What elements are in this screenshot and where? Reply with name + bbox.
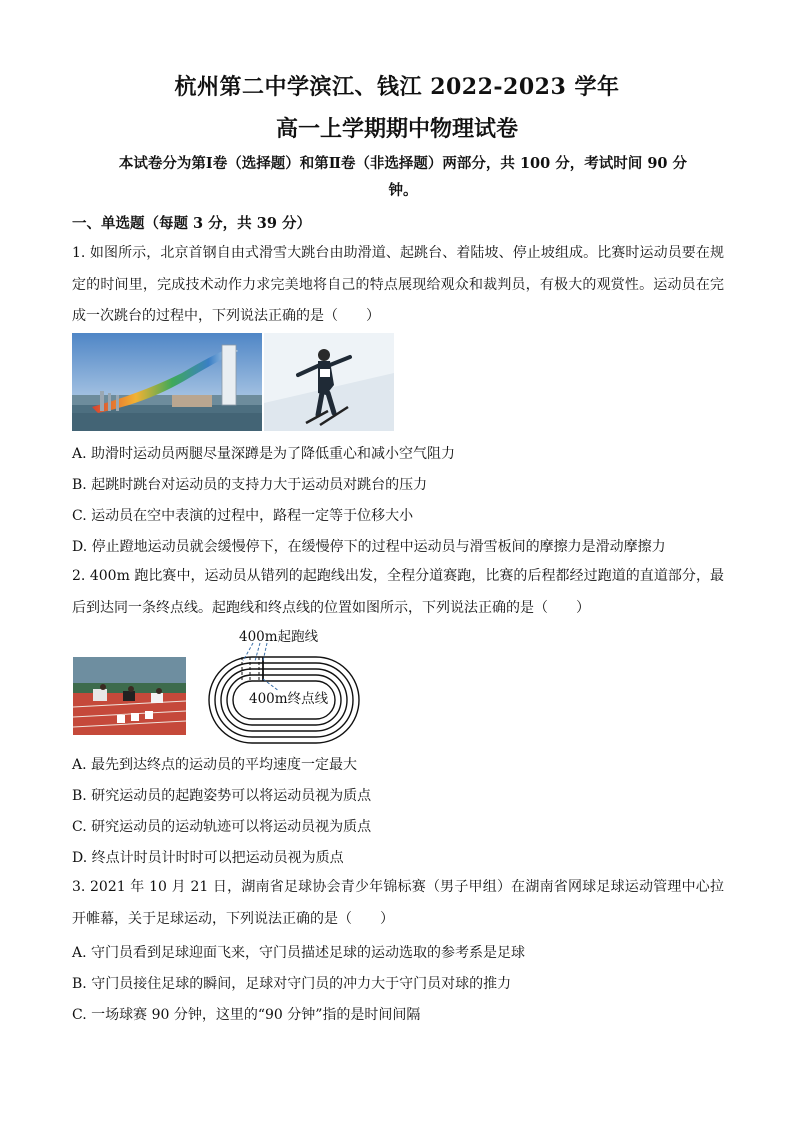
question-3-option-b: B. 守门员接住足球的瞬间，足球对守门员的冲力大于守门员对球的推力 <box>72 976 512 992</box>
question-1-option-d: D. 停止蹬地运动员就会缓慢停下，在缓慢停下的过程中运动员与滑雪板间的摩擦力是滑动摩擦力 <box>72 539 666 555</box>
question-2-option-b: B. 研究运动员的起跑姿势可以将运动员视为质点 <box>72 788 372 804</box>
start-line-label: 400m起跑线 <box>239 629 319 645</box>
question-2-option-d: D. 终点计时员计时时可以把运动员视为质点 <box>72 850 344 866</box>
question-2-option-c: C. 研究运动员的运动轨迹可以将运动员视为质点 <box>72 819 372 835</box>
question-1-option-b: B. 起跳时跳台对运动员的支持力大于运动员对跳台的压力 <box>72 477 428 493</box>
exam-title: 杭州第二中学滨江、钱江 2022-2023 学年 <box>174 74 620 100</box>
question-1-stem: 1. 如图所示，北京首钢自由式滑雪大跳台由助滑道、起跳台、着陆坡、停止坡组成。比赛时运动员要在规定的时间里，完成技术动作力求完美地将自己的特点展现给观众和裁判员，有极大的观赏性。运动员在完成一次跳台的过程中，下列说法正确的是（ ） <box>72 245 724 324</box>
question-2-stem: 2. 400m 跑比赛中，运动员从错列的起跑线出发，全程分道赛跑，比赛的后程都经过跑道的直道部分，最后到达同一条终点线。起跑线和终点线的位置如图所示，下列说法正确的是（ ） <box>72 568 724 616</box>
question-3-option-a: A. 守门员看到足球迎面飞来，守门员描述足球的运动选取的参考系是足球 <box>72 945 526 961</box>
instructions-line-1: 本试卷分为第Ⅰ卷（选择题）和第Ⅱ卷（非选择题）两部分，共 100 分，考试时间 90 分 <box>118 155 688 172</box>
skier-photo <box>264 333 394 431</box>
exam-instructions <box>88 150 718 204</box>
track-diagram <box>205 625 365 747</box>
section-heading: 一、单选题（每题 3 分，共 39 分） <box>72 215 311 232</box>
exam-subtitle: 高一上学期期中物理试卷 <box>275 116 518 142</box>
question-3-stem: 3. 2021 年 10 月 21 日，湖南省足球协会青少年锦标赛（男子甲组）在湖南省网球足球运动管理中心拉开帷幕，关于足球运动，下列说法正确的是（ ） <box>72 879 724 927</box>
question-1-option-a: A. 助滑时运动员两腿尽量深蹲是为了降低重心和减小空气阻力 <box>72 446 456 462</box>
finish-line-label: 400m终点线 <box>249 691 329 707</box>
ski-jump-venue-photo <box>72 333 262 431</box>
sprint-start-photo <box>73 657 186 735</box>
question-2-option-a: A. 最先到达终点的运动员的平均速度一定最大 <box>72 757 358 773</box>
question-3-option-c: C. 一场球赛 90 分钟，这里的“90 分钟”指的是时间间隔 <box>72 1007 421 1023</box>
instructions-line-2: 钟。 <box>388 182 418 199</box>
question-1-option-c: C. 运动员在空中表演的过程中，路程一定等于位移大小 <box>72 508 414 524</box>
